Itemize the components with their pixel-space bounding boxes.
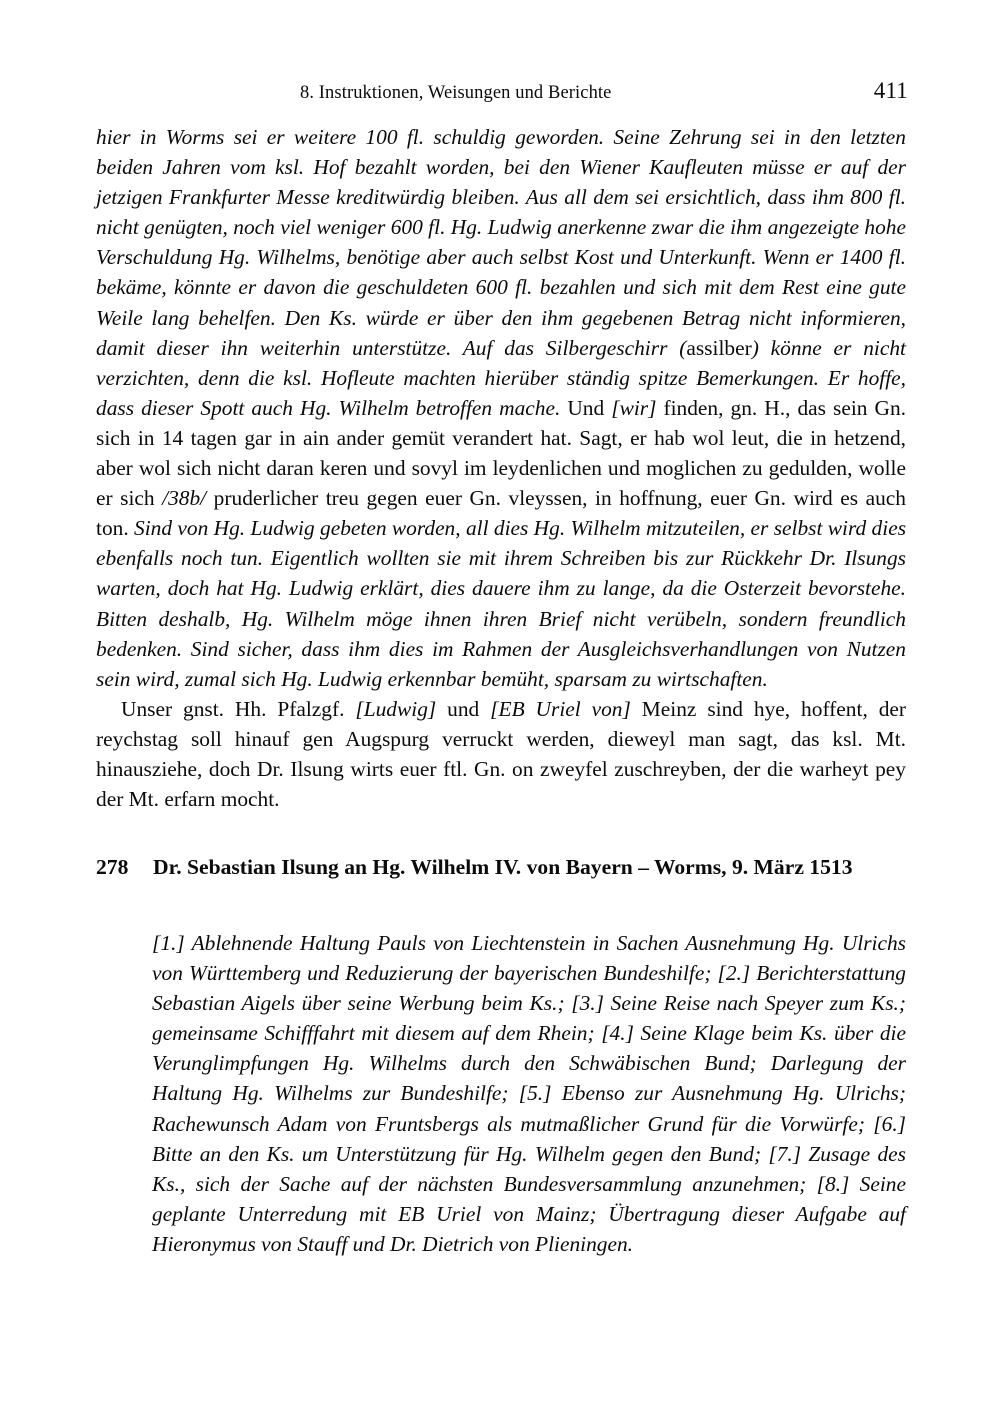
final-run-1: Unser gnst. Hh. Pfalzgf. — [121, 696, 356, 721]
editorial-insertion-wir: [wir] — [611, 395, 657, 420]
final-run-2: und — [436, 696, 491, 721]
folio-marker: /38b/ — [162, 486, 207, 511]
source-term-assilber: assilber — [686, 335, 752, 360]
regest-block — [152, 928, 906, 1259]
source-quote-run-2: finden, gn. H., das sein Gn. sich in 14 tagen gar in ain ander gemüt verandert hat. Sagt, er hab wol leut, die in hetzend, aber wol sich nicht daran keren und sovyl im leydenlichen und moglichen zu gedulden, wolle er sich — [96, 395, 906, 511]
section-title: Dr. Sebastian Ilsung an Hg. Wilhelm IV. von Bayern – Worms, 9. März 1513 — [153, 855, 853, 879]
editorial-insertion-ludwig: [Ludwig] — [355, 696, 437, 721]
final-run-3: Meinz sind hye, hoffent, der reychstag soll hinauf gen Augspurg verruckt werden, dieweyl man sagt, das ksl. Mt. hinausziehe, doch Dr. Ilsung wirts euer ftl. Gn. on zweyfel zuschreyben, der die warheyt pey der Mt. erfarn mocht. — [96, 696, 907, 812]
regest-paragraph: [1.] Ablehnende Haltung Pauls von Liechtenstein in Sachen Ausnehmung Hg. Ulrichs von Württemberg und Reduzierung der bayerischen Bundeshilfe; [2.] Berichterstattung Sebastian Aigels über seine Werbung beim Ks.; [3.] Seine Reise nach Speyer zum Ks.; gemeinsame Schifffahrt mit diesem auf dem Rhein; [4.] Seine Klage beim Ks. über die Verunglimpfungen Hg. Wilhelms durch den Schwäbischen Bund; Darlegung der Haltung Hg. Wilhelms zur Bundeshilfe; [5.] Ebenso zur Ausnehmung Hg. Ulrichs; Rachewunsch Adam von Fruntsbergs als mutmaßlicher Grund für die Vorwürfe; [6.] Bitte an den Ks. um Unterstützung für Hg. Wilhelm gegen den Bund; [7.] Zusage des Ks., sich der Sache auf der nächsten Bundesversammlung anzunehmen; [8.] Seine geplante Unterredung mit EB Uriel von Mainz; Übertragung dieser Aufgabe auf Hieronymus von Stauff und Dr. Dietrich von Plieningen. — [152, 931, 906, 1256]
editorial-insertion-eb-uriel: [EB Uriel von] — [490, 696, 631, 721]
source-quote-run-1: Und — [560, 395, 612, 420]
paragraph-final — [96, 694, 906, 814]
regest-text-run-3: Sind von Hg. Ludwig gebeten worden, all dies Hg. Wilhelm mitzuteilen, er selbst wird dies ebenfalls noch tun. Eigentlich wollten sie mit ihrem Schreiben bis zur Rückkehr Dr. Ilsungs warten, doch hat Hg. Ludwig erklärt, dies dauere ihm zu lange, da die Osterzeit bevorstehe. Bitten deshalb, Hg. Wilhelm möge ihnen ihren Brief nicht verübeln, sondern freundlich bedenken. Sind sicher, dass ihm dies im Rahmen der Ausgleichsverhandlungen von Nutzen sein wird, zumal sich Hg. Ludwig erkennbar bemüht, sparsam zu wirtschaften. — [96, 516, 907, 691]
source-quote-run-3: pruderlicher treu gegen euer Gn. vleyssen, in hoffnung, euer Gn. wird es auch ton. — [96, 486, 906, 541]
regest-text-run-2: ) könne er nicht verzichten, denn die ksl. Hofleute machten hierüber ständig spitze Bemerkungen. Er hoffe, dass dieser Spott auch Hg. Wilhelm betroffen mache. — [96, 335, 906, 420]
regest-text-run: hier in Worms sei er weitere 100 fl. schuldig geworden. Seine Zehrung sei in den letzten beiden Jahren vom ksl. Hof bezahlt worden, bei den Wiener Kaufleuten müsse er auf der jetzigen Frankfurter Messe kreditwürdig bleiben. Aus all dem sei ersichtlich, dass ihm 800 fl. nicht genügten, noch viel weniger 600 fl. Hg. Ludwig anerkenne zwar die ihm angezeigte hohe Verschuldung Hg. Wilhelms, benötige aber auch selbst Kost und Unterkunft. Wenn er 1400 fl. bekäme, könnte er davon die geschuldeten 600 fl. bezahlen und sich mit dem Rest eine gute Weile lang behelfen. Den Ks. würde er über den ihm gegebenen Betrag nicht informieren, damit dieser ihn weiterhin unterstütze. Auf das Silbergeschirr ( — [96, 125, 906, 360]
section-number: 278 — [96, 855, 129, 879]
section-heading — [96, 852, 906, 883]
main-text-block — [96, 122, 906, 814]
paragraph-continued — [96, 122, 906, 694]
page-number: 411 — [873, 78, 908, 103]
running-head — [96, 78, 908, 108]
running-head-title: 8. Instruktionen, Weisungen und Berichte — [300, 83, 612, 103]
